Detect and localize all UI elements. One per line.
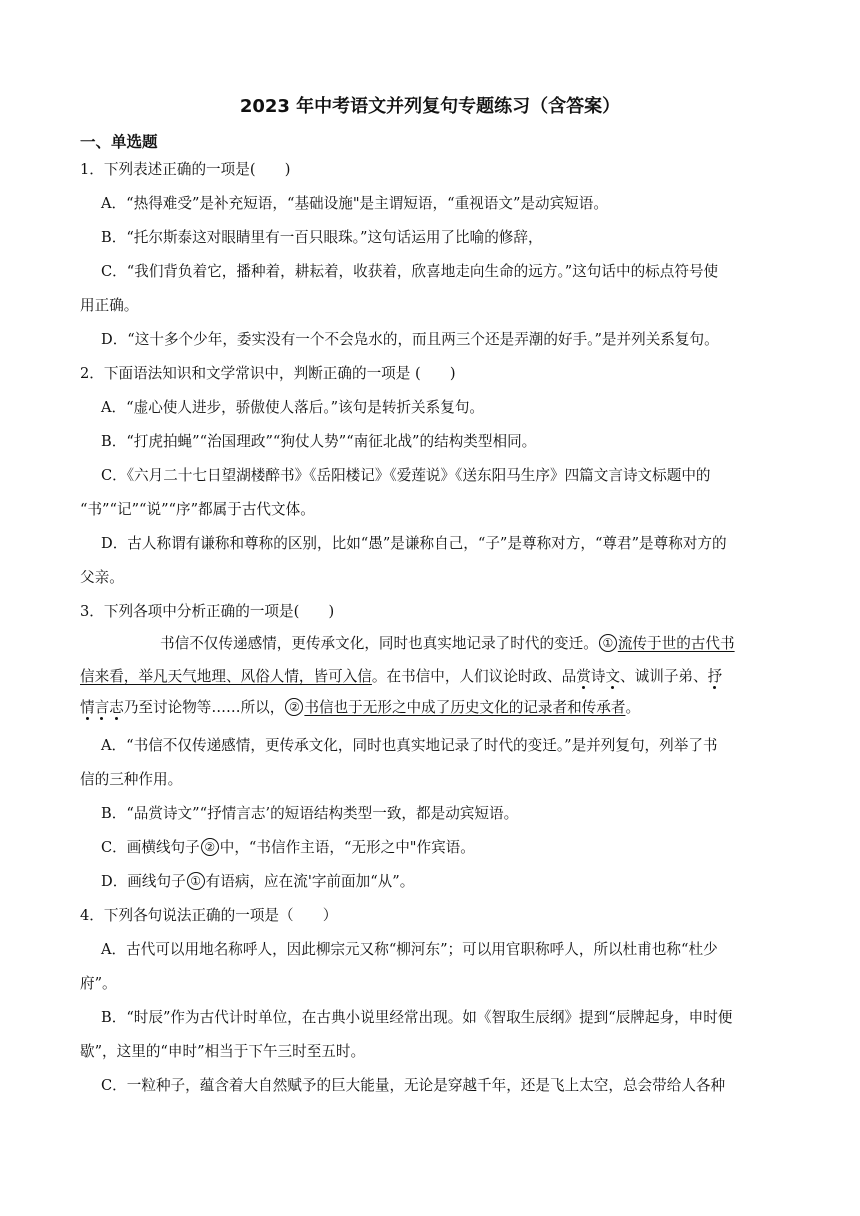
passage-line-1 [160, 633, 735, 655]
dotted-char: 言 [94, 699, 110, 716]
question-1-option-a: A．“热得难受”是补充短语，“基础设施"是主谓短语，“重视语文”是动宾短语。 [101, 195, 608, 212]
question-3-option-a-continued: 信的三种作用。 [80, 771, 183, 788]
underlined-sentence-1-continued: 信来看，举凡天气地理、风俗人情，皆可入信 [80, 668, 372, 685]
question-3-option-a: A．“书信不仅传递感情，更传承文化，同时也真实地记录了时代的变迁。”是并列复句，列举了书 [101, 737, 718, 754]
question-3-stem: 3．下列各项中分析正确的一项是( ) [80, 603, 335, 620]
dotted-char: 赏 [576, 668, 591, 685]
passage-text: 乃至讨论物等……所以， [123, 699, 285, 716]
dotted-char: 文 [605, 668, 621, 685]
question-4-option-b: B．“时辰”作为古代计时单位，在古典小说里经常出现。如《智取生辰纲》提到“辰牌起身，申时便 [101, 1009, 733, 1026]
question-3-option-c [101, 837, 475, 859]
option-text: 中，“书信作主语，“无形之中"作宾语。 [219, 839, 475, 856]
question-3-option-b: B．“品赏诗文”“抒情言志’的短语结构类型一致，都是动宾短语。 [101, 805, 519, 822]
passage-text: 诗 [590, 668, 606, 685]
dotted-char: 志 [109, 699, 124, 716]
question-4-stem: 4．下列各句说法正确的一项是（ ） [80, 907, 338, 924]
question-1-option-c: C．“我们背负着它，播种着，耕耘着，收获着，欣喜地走向生命的远方。”这句话中的标点符号使 [101, 263, 719, 280]
dotted-char: 抒 [707, 668, 723, 685]
question-4-option-a: A．古代可以用地名称呼人，因此柳宗元又称“柳河东”；可以用官职称呼人，所以杜甫也称“杜少 [101, 941, 718, 958]
dotted-char: 情 [80, 699, 95, 716]
passage-line-2 [80, 666, 722, 688]
question-1-option-c-continued: 用正确。 [80, 297, 139, 314]
option-text: C．画横线句子 [101, 839, 200, 856]
circled-number-1: ① [187, 872, 205, 890]
section-heading: 一、单选题 [80, 133, 158, 151]
underlined-sentence-1: 流传于世的古代书 [617, 635, 735, 652]
question-2-option-c-continued: “书”“记”“说”“序”都属于古代文体。 [80, 501, 315, 518]
question-2-stem: 2．下面语法知识和文学常识中，判断正确的一项是 ( ) [80, 365, 456, 382]
question-1-option-b: B．“托尔斯泰这对眼睛里有一百只眼珠。”这句话运用了比喻的修辞， [101, 229, 543, 246]
question-3-option-d [101, 871, 414, 893]
circled-number-1: ① [599, 634, 617, 652]
question-2-option-c: C．《六月二十七日望湖楼醉书》《岳阳楼记》《爱莲说》《送东阳马生序》四篇文言诗文标题中的 [101, 467, 711, 484]
question-2-option-a: A．“虚心使人进步，骄傲使人落后。”该句是转折关系复句。 [101, 399, 485, 416]
option-text: 有语病，应在流'字前面加“从”。 [205, 873, 415, 890]
question-4-option-b-continued: 歇”，这里的“申时”相当于下午三时至五时。 [80, 1043, 366, 1060]
underlined-sentence-2: 书信也于无形之中成了历史文化的记录者和传承者 [304, 699, 626, 716]
circled-number-2: ② [285, 698, 303, 716]
question-4-option-a-continued: 府”。 [80, 975, 117, 992]
question-1-stem: 1．下列表述正确的一项是( ) [80, 161, 291, 178]
document-title: 2023 年中考语文并列复句专题练习（含答案） [239, 96, 621, 117]
question-2-option-d: D．古人称谓有谦称和尊称的区别，比如“愚”是谦称自己，“子”是尊称对方，“尊君”是尊称对方的 [101, 535, 727, 552]
question-2-option-b: B．“打虎拍蝇”“治国理政”“狗仗人势”“南征北战”的结构类型相同。 [101, 433, 537, 450]
option-text: D．画线句子 [101, 873, 186, 890]
passage-text: 。 [625, 699, 641, 716]
circled-number-2: ② [201, 838, 219, 856]
question-4-option-c: C．一粒种子，蕴含着大自然赋予的巨大能量，无论是穿越千年，还是飞上太空，总会带给人各种 [101, 1077, 726, 1094]
passage-text: 、诚训子弟、 [620, 668, 708, 685]
passage-text: 书信不仅传递感情，更传承文化，同时也真实地记录了时代的变迁。 [160, 635, 598, 652]
passage-text: 。在书信中，人们议论时政、品 [371, 668, 577, 685]
question-2-option-d-continued: 父亲。 [80, 569, 124, 586]
passage-line-3 [80, 697, 640, 719]
question-1-option-d: D．“这十多个少年，委实没有一个不会凫水的，而且两三个还是弄潮的好手。”是并列关系复句。 [101, 331, 719, 348]
